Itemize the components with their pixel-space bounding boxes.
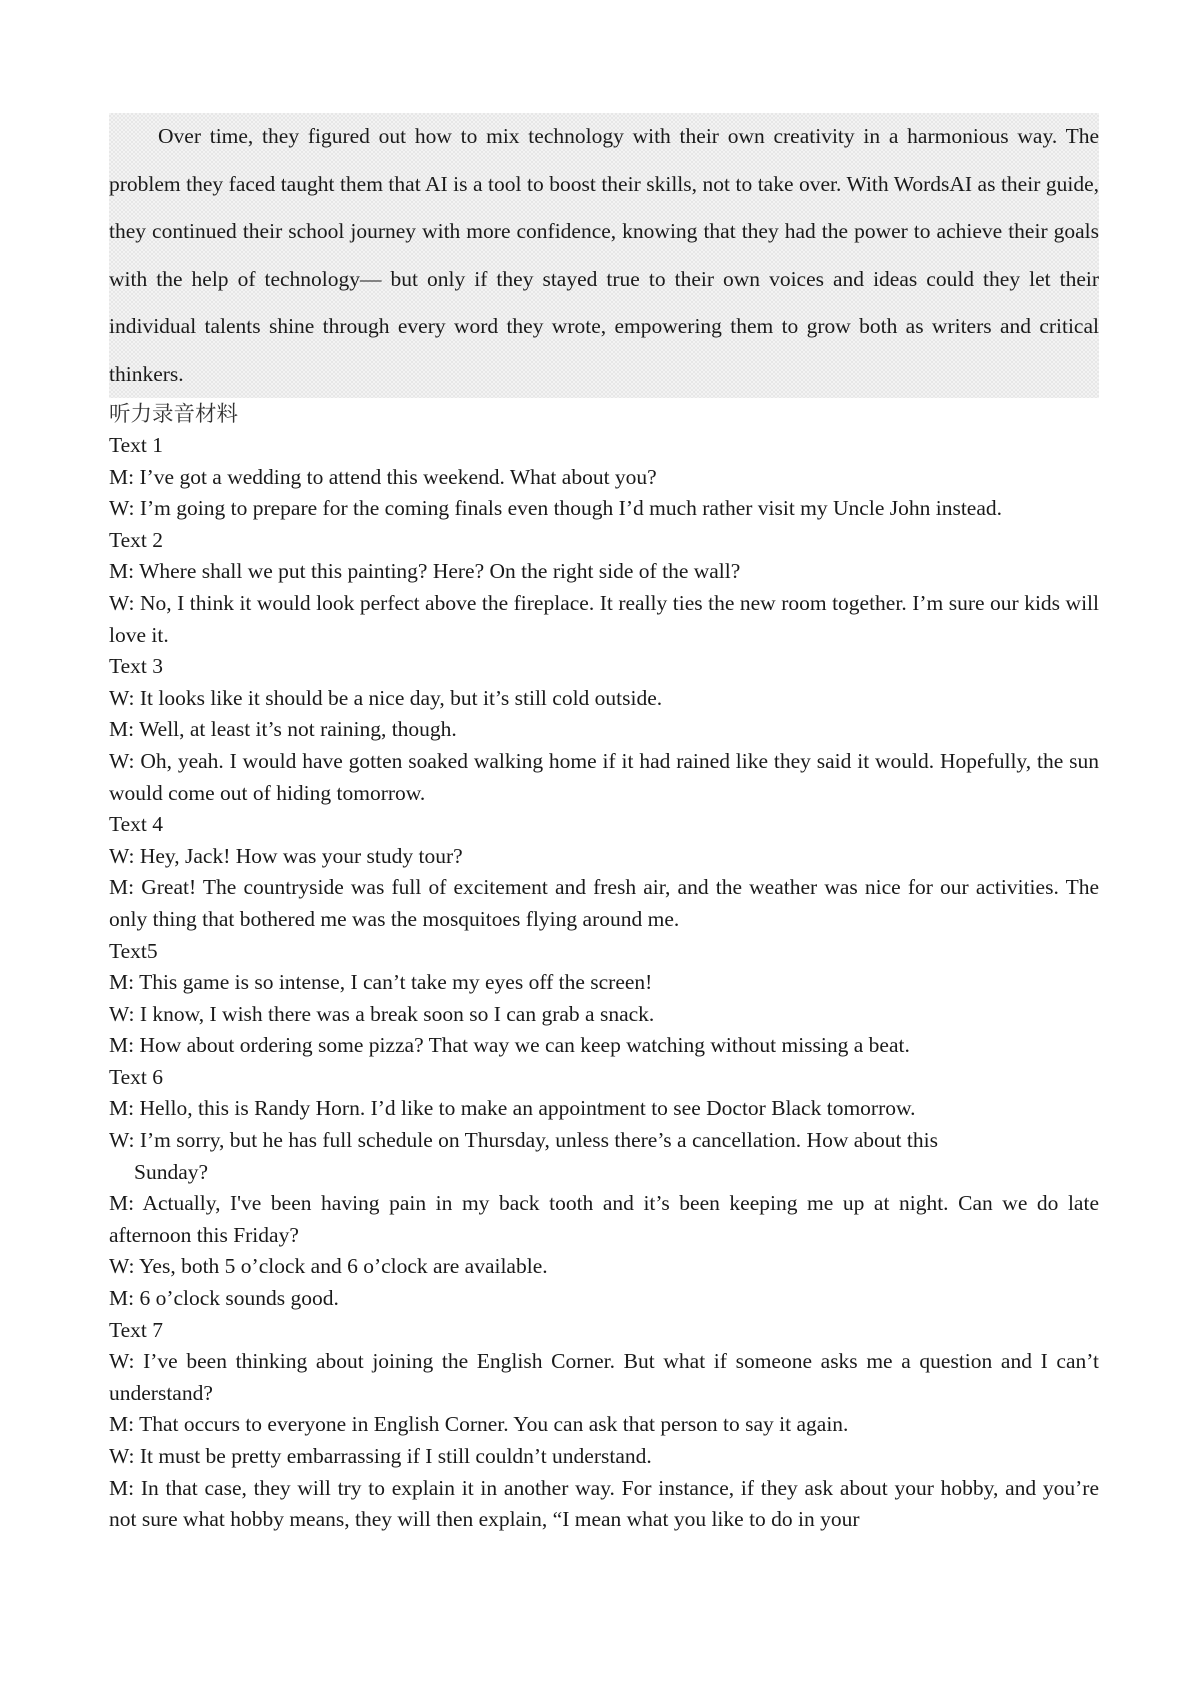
dialogue-line: M: Great! The countryside was full of excitement and fresh air, and the weather was nice for our activities. The only thing that bothered me was the mosquitoes flying around me. <box>109 875 1099 931</box>
dialogue-line: W: It looks like it should be a nice day, but it’s still cold outside. <box>109 685 663 710</box>
text-label: Text 6 <box>109 1064 164 1089</box>
dialogue-line: W: No, I think it would look perfect above the fireplace. It really ties the new room together. I’m sure our kids will love it. <box>109 590 1099 647</box>
dialogue-line: W: I’ve been thinking about joining the English Corner. But what if someone asks me a question and I can’t understand? <box>109 1349 1099 1405</box>
dialogue-line: M: Hello, this is Randy Horn. I’d like to make an appointment to see Doctor Black tomorrow. <box>109 1096 916 1121</box>
dialogue-line: M: Where shall we put this painting? Here? On the right side of the wall? <box>109 559 741 584</box>
text-6 <box>109 1062 1099 1315</box>
section-title: 听力录音材料 <box>109 402 239 426</box>
document-page <box>109 113 1099 1536</box>
dialogue-line: M: How about ordering some pizza? That way we can keep watching without missing a beat. <box>109 1033 910 1058</box>
dialogue-line: M: 6 o’clock sounds good. <box>109 1286 339 1311</box>
dialogue-line <box>109 1125 1099 1188</box>
dialogue-line: W: I’m going to prepare for the coming finals even though I’d much rather visit my Uncle John instead. <box>109 496 1003 521</box>
dialogue-line: W: Oh, yeah. I would have gotten soaked walking home if it had rained like they said it would. Hopefully, the sun would come out of hiding tomorrow. <box>109 748 1099 805</box>
text-3 <box>109 651 1099 809</box>
dialogue-line: M: This game is so intense, I can’t take my eyes off the screen! <box>109 970 653 995</box>
dialogue-line: W: I know, I wish there was a break soon so I can grab a snack. <box>109 1001 655 1026</box>
dialogue-line-continuation: Sunday? <box>134 1159 209 1184</box>
text-5 <box>109 936 1099 1062</box>
dialogue-line: M: Actually, I've been having pain in my back tooth and it’s been keeping me up at night. Can we do late afternoon this Friday? <box>109 1191 1099 1247</box>
text-1 <box>109 430 1099 525</box>
dialogue-line: M: Well, at least it’s not raining, though. <box>109 717 457 742</box>
dialogue-line-first: W: I’m sorry, but he has full schedule on Thursday, unless there’s a cancellation. How about this <box>109 1128 938 1153</box>
text-label: Text 3 <box>109 654 164 679</box>
text-4 <box>109 809 1099 935</box>
dialogue-line: W: It must be pretty embarrassing if I still couldn’t understand. <box>109 1444 652 1468</box>
transcript <box>109 430 1099 1536</box>
text-2 <box>109 525 1099 651</box>
dialogue-line: M: In that case, they will try to explain it in another way. For instance, if they ask about your hobby, and you’re not sure what hobby means, they will then explain, “I mean what you like to do in your <box>109 1475 1099 1532</box>
dialogue-line: W: Yes, both 5 o’clock and 6 o’clock are available. <box>109 1254 548 1279</box>
text-label: Text 2 <box>109 527 164 552</box>
passage-box <box>109 113 1099 398</box>
text-label: Text5 <box>109 938 158 963</box>
dialogue-line: M: That occurs to everyone in English Corner. You can ask that person to say it again. <box>109 1412 849 1437</box>
text-7 <box>109 1315 1099 1536</box>
text-label: Text 1 <box>109 433 164 457</box>
dialogue-line: W: Hey, Jack! How was your study tour? <box>109 843 463 868</box>
text-label: Text 7 <box>109 1317 164 1342</box>
dialogue-line: M: I’ve got a wedding to attend this weekend. What about you? <box>109 464 657 489</box>
text-label: Text 4 <box>109 812 164 837</box>
passage-paragraph: Over time, they figured out how to mix technology with their own creativity in a harmonious way. The problem they faced taught them that AI is a tool to boost their skills, not to take over. With WordsAI as their guide, they continued their school journey with more confidence, knowing that they had the power to achieve their goals with the help of technology— but only if they stayed true to their own voices and ideas could they let their individual talents shine through every word they wrote, empowering them to grow both as writers and critical thinkers. <box>109 124 1099 386</box>
